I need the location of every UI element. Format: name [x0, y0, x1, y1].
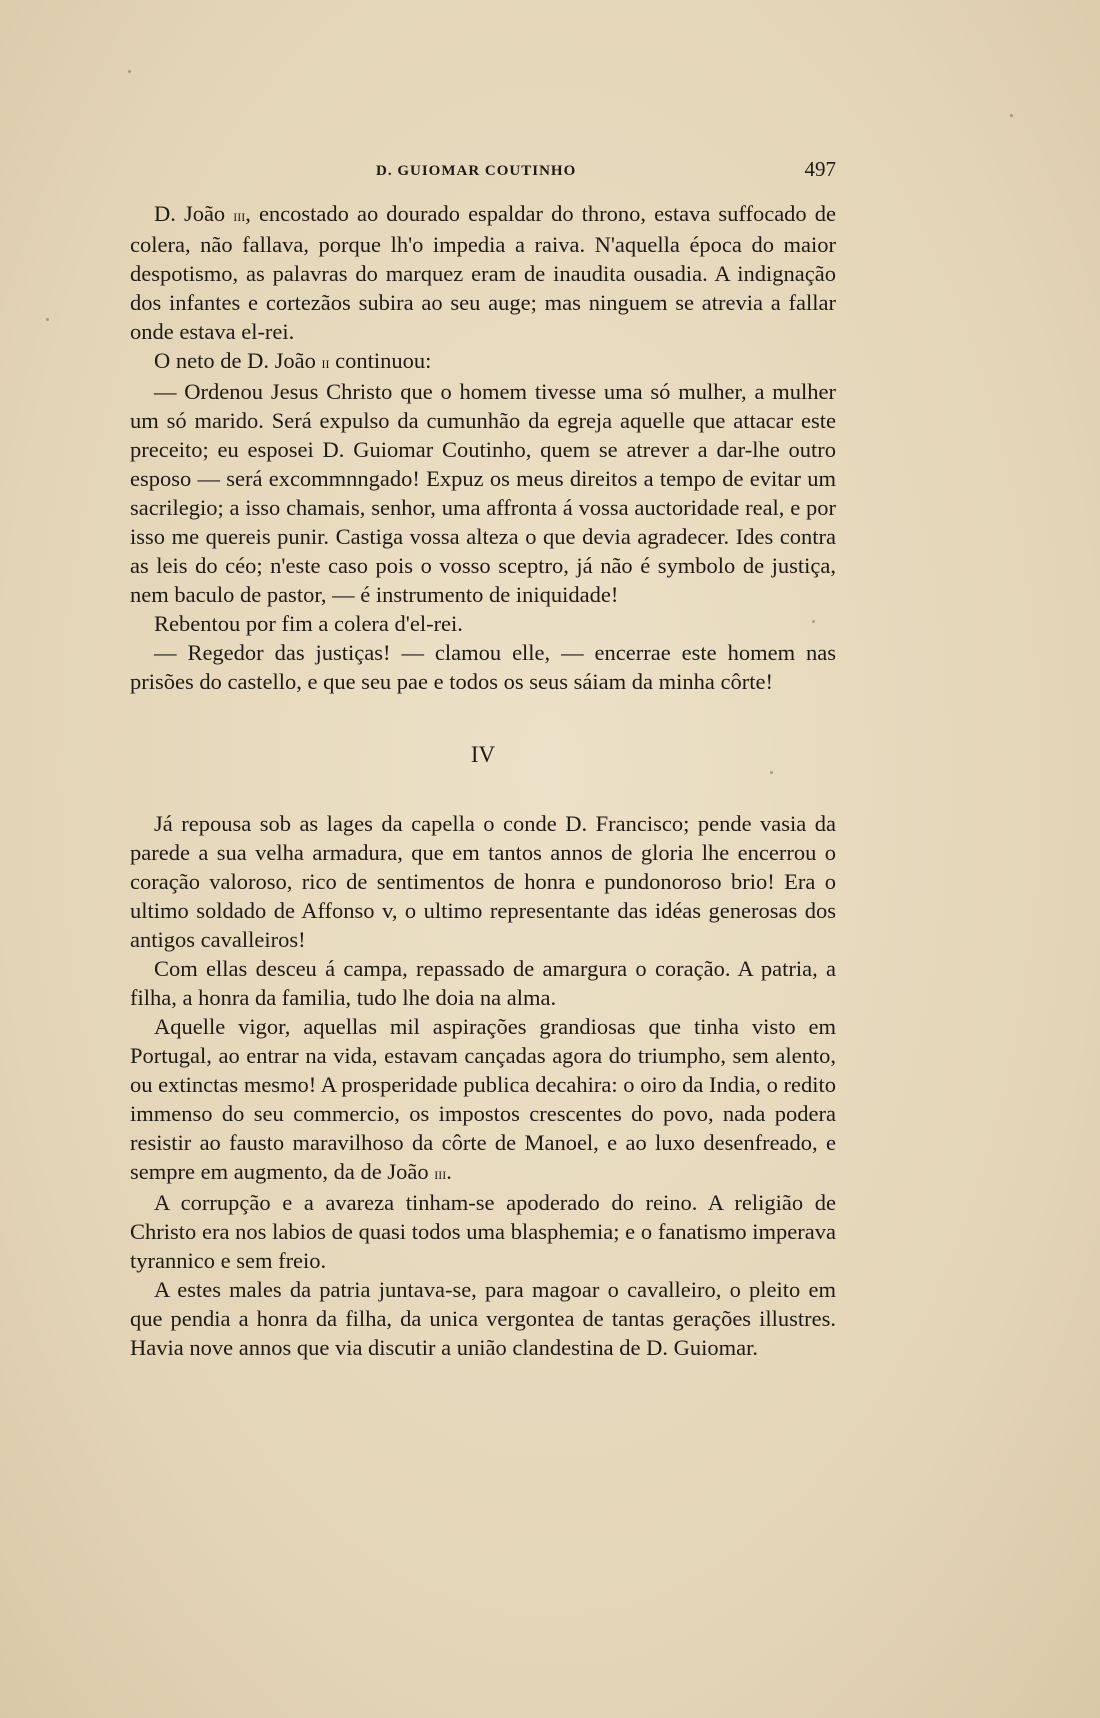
paragraph — [130, 346, 836, 377]
paragraph: Com ellas desceu á campa, repassado de amargura o coração. A patria, a filha, a honra da familia, tudo lhe doia na alma. — [130, 956, 836, 1010]
text-run: continuou: — [329, 348, 432, 373]
paragraph: — Regedor das justiças! — clamou elle, — encerrae este homem nas prisões do castello, e que seu pae e todos os seus sáiam da minha côrte! — [130, 640, 836, 694]
running-title: D. GUIOMAR COUTINHO — [376, 163, 577, 179]
roman-numeral: ii — [321, 353, 330, 372]
paper-speck — [128, 70, 131, 73]
text-run: Aquelle vigor, aquellas mil aspirações grandiosas que tinha visto em Portugal, ao entrar na vida, estavam cançadas agora do triumpho, sem alento, ou extinctas mesmo! A prosperidade publica decahira: o oiro da India, o redito immenso do seu commercio, os impostos crescentes do povo, nada podera resistir ao fausto maravilhoso da côrte de Manoel, e ao luxo desenfreado, e sempre em augmento, da de João — [130, 1014, 836, 1184]
paragraph: — Ordenou Jesus Christo que o homem tivesse uma só mulher, a mulher um só marido. Será expulso da cumunhão da egreja aquelle que attacar este preceito; eu esposei D. Guiomar Coutinho, quem se atrever a dar-lhe outro esposo — será excommnngado! Expuz os meus direitos a tempo de evitar um sacrilegio; a isso chamais, senhor, uma affronta á vossa auctoridade real, e por isso me quereis punir. Castiga vossa alteza o que devia agradecer. Ides contra as leis do céo; n'este caso pois o vosso sceptro, já não é symbolo de justiça, nem baculo de pastor, — é instrumento de iniquidade! — [130, 379, 836, 607]
paragraph — [130, 199, 836, 346]
text-run: O neto de D. João — [154, 348, 322, 373]
paragraph: Rebentou por fim a colera d'el-rei. — [154, 611, 463, 636]
page-number: 497 — [804, 157, 836, 181]
paragraph — [130, 1012, 836, 1188]
text-run: , encostado ao dourado espaldar do throno, estava suffocado de colera, não fallava, porque lh'o impedia a raiva. N'aquella época do maior despotismo, as palavras do marquez eram de inaudita ousadia. A indignação dos infantes e cortezãos subira ao seu auge; mas ninguem se atrevia a fallar onde estava el-rei. — [130, 201, 836, 344]
text-run: . — [446, 1159, 452, 1184]
paragraph: Já repousa sob as lages da capella o conde D. Francisco; pende vasia da parede a sua velha armadura, que em tantos annos de gloria lhe encerrou o coração valoroso, rico de sentimentos de honra e pundonoroso brio! Era o ultimo soldado de Affonso v, o ultimo representante das idéas generosas dos antigos cavalleiros! — [130, 811, 836, 952]
paragraph: A corrupção e a avareza tinham-se apoderado do reino. A religião de Christo era nos labios de quasi todos uma blasphemia; e o fanatismo imperava tyrannico e sem freio. — [130, 1190, 836, 1273]
running-header — [130, 157, 836, 187]
roman-numeral: iii — [233, 206, 246, 225]
text-run: D. João — [154, 201, 234, 226]
body-text — [130, 199, 836, 1362]
paper-speck — [1010, 114, 1013, 117]
section-heading: IV — [470, 742, 496, 767]
paper-speck — [46, 318, 49, 321]
roman-numeral: iii — [434, 1164, 447, 1183]
paragraph: A estes males da patria juntava-se, para magoar o cavalleiro, o pleito em que pendia a honra da filha, da unica vergontea de tantas gerações illustres. Havia nove annos que via discutir a união clandestina de D. Guiomar. — [130, 1277, 836, 1360]
